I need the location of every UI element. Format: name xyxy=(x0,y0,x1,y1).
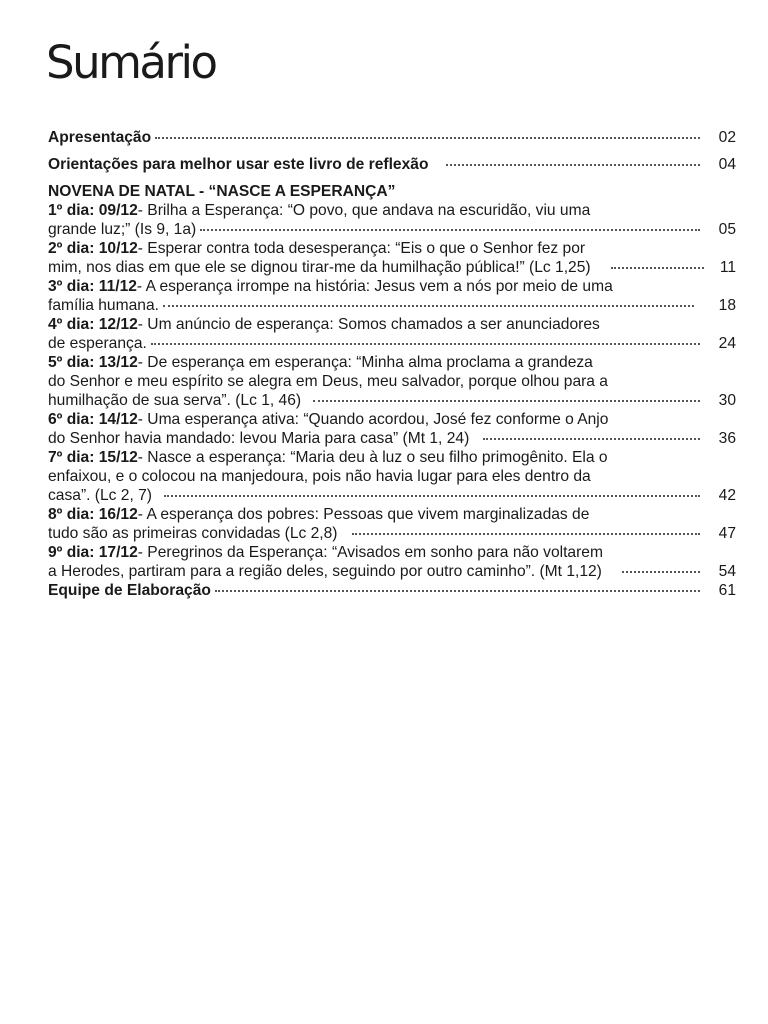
entry-text: família humana. xyxy=(48,297,159,314)
dot-leader xyxy=(215,590,700,592)
toc-entry-orientacoes[interactable] xyxy=(48,155,736,174)
dot-leader xyxy=(483,438,700,440)
dot-leader xyxy=(200,229,700,231)
toc-entry-dia-8[interactable] xyxy=(48,505,736,543)
page-number: 18 xyxy=(718,297,736,314)
toc-entry-dia-9[interactable] xyxy=(48,543,736,581)
page-number: 02 xyxy=(718,129,736,146)
day-label: 3º dia: 11/12 xyxy=(48,278,137,295)
entry-text: - A esperança dos pobres: Pessoas que vivem marginalizadas de xyxy=(137,506,590,523)
dot-leader xyxy=(446,164,700,166)
dot-leader xyxy=(163,305,694,307)
toc-entry-label: Orientações para melhor usar este livro de reflexão xyxy=(48,156,429,173)
page-number: 24 xyxy=(718,335,736,352)
entry-text: a Herodes, partiram para a região deles, seguindo por outro caminho”. (Mt 1,12) xyxy=(48,563,602,580)
dot-leader xyxy=(313,400,700,402)
toc-entry-equipe[interactable] xyxy=(48,581,736,600)
entry-text: do Senhor e meu espírito se alegra em Deus, meu salvador, porque olhou para a xyxy=(48,373,608,390)
entry-text: - Esperar contra toda desesperança: “Eis o que o Senhor fez por xyxy=(137,240,586,257)
entry-text: - Nasce a esperança: “Maria deu à luz o seu filho primogênito. Ela o xyxy=(137,449,608,466)
page-number: 05 xyxy=(718,221,736,238)
entry-text: grande luz;” (Is 9, 1a) xyxy=(48,221,197,238)
dot-leader xyxy=(622,571,700,573)
entry-text: - Um anúncio de esperança: Somos chamados a ser anunciadores xyxy=(137,316,600,333)
entry-text: - Brilha a Esperança: “O povo, que andava na escuridão, viu uma xyxy=(137,202,591,219)
day-label: 9º dia: 17/12 xyxy=(48,544,138,561)
page-title: Sumário xyxy=(46,36,216,89)
entry-text: de esperança. xyxy=(48,335,147,352)
page-number: 42 xyxy=(718,487,736,504)
day-label: 7º dia: 15/12 xyxy=(48,449,138,466)
entry-text: - A esperança irrompe na história: Jesus vem a nós por meio de uma xyxy=(136,278,613,295)
entry-text: mim, nos dias em que ele se dignou tirar-me da humilhação pública!” (Lc 1,25) xyxy=(48,259,591,276)
toc-entry-dia-3[interactable] xyxy=(48,277,736,315)
day-label: 6º dia: 14/12 xyxy=(48,411,138,428)
toc-entry-apresentacao[interactable] xyxy=(48,128,736,147)
page-number: 04 xyxy=(718,156,736,173)
day-label: 5º dia: 13/12 xyxy=(48,354,138,371)
page-number: 11 xyxy=(719,259,736,276)
page-number: 54 xyxy=(718,563,736,580)
dot-leader xyxy=(164,495,700,497)
toc-entry-dia-6[interactable] xyxy=(48,410,736,448)
dot-leader xyxy=(611,267,704,269)
page-number: 47 xyxy=(718,525,736,542)
toc-entry-label: Apresentação xyxy=(48,129,152,146)
entry-text: do Senhor havia mandado: levou Maria para casa” (Mt 1, 24) xyxy=(48,430,470,447)
page-number: 30 xyxy=(718,392,736,409)
page-number: 36 xyxy=(718,430,736,447)
entry-text: enfaixou, e o colocou na manjedoura, pois não havia lugar para eles dentro da xyxy=(48,468,591,485)
day-label: 1º dia: 09/12 xyxy=(48,202,138,219)
day-label: 4º dia: 12/12 xyxy=(48,316,138,333)
toc-entry-dia-7[interactable] xyxy=(48,448,736,505)
toc-entry-dia-1[interactable] xyxy=(48,201,736,239)
entry-text: casa”. (Lc 2, 7) xyxy=(48,487,152,504)
entry-text: tudo são as primeiras convidadas (Lc 2,8) xyxy=(48,525,338,542)
day-label: 8º dia: 16/12 xyxy=(48,506,138,523)
page-number: 61 xyxy=(718,582,736,599)
table-of-contents xyxy=(48,128,736,600)
entry-text: - Uma esperança ativa: “Quando acordou, José fez conforme o Anjo xyxy=(137,411,609,428)
toc-entry-dia-4[interactable] xyxy=(48,315,736,353)
toc-entry-dia-2[interactable] xyxy=(48,239,736,277)
dot-leader xyxy=(151,343,700,345)
toc-entry-dia-5[interactable] xyxy=(48,353,736,410)
entry-text: - De esperança em esperança: “Minha alma proclama a grandeza xyxy=(137,354,593,371)
toc-entry-label: Equipe de Elaboração xyxy=(48,582,211,599)
entry-text: - Peregrinos da Esperança: “Avisados em sonho para não voltarem xyxy=(137,544,603,561)
dot-leader xyxy=(352,533,701,535)
day-label: 2º dia: 10/12 xyxy=(48,240,138,257)
section-heading-novena: NOVENA DE NATAL - “NASCE A ESPERANÇA” xyxy=(48,183,396,200)
entry-text: humilhação de sua serva”. (Lc 1, 46) xyxy=(48,392,302,409)
dot-leader xyxy=(155,137,700,139)
